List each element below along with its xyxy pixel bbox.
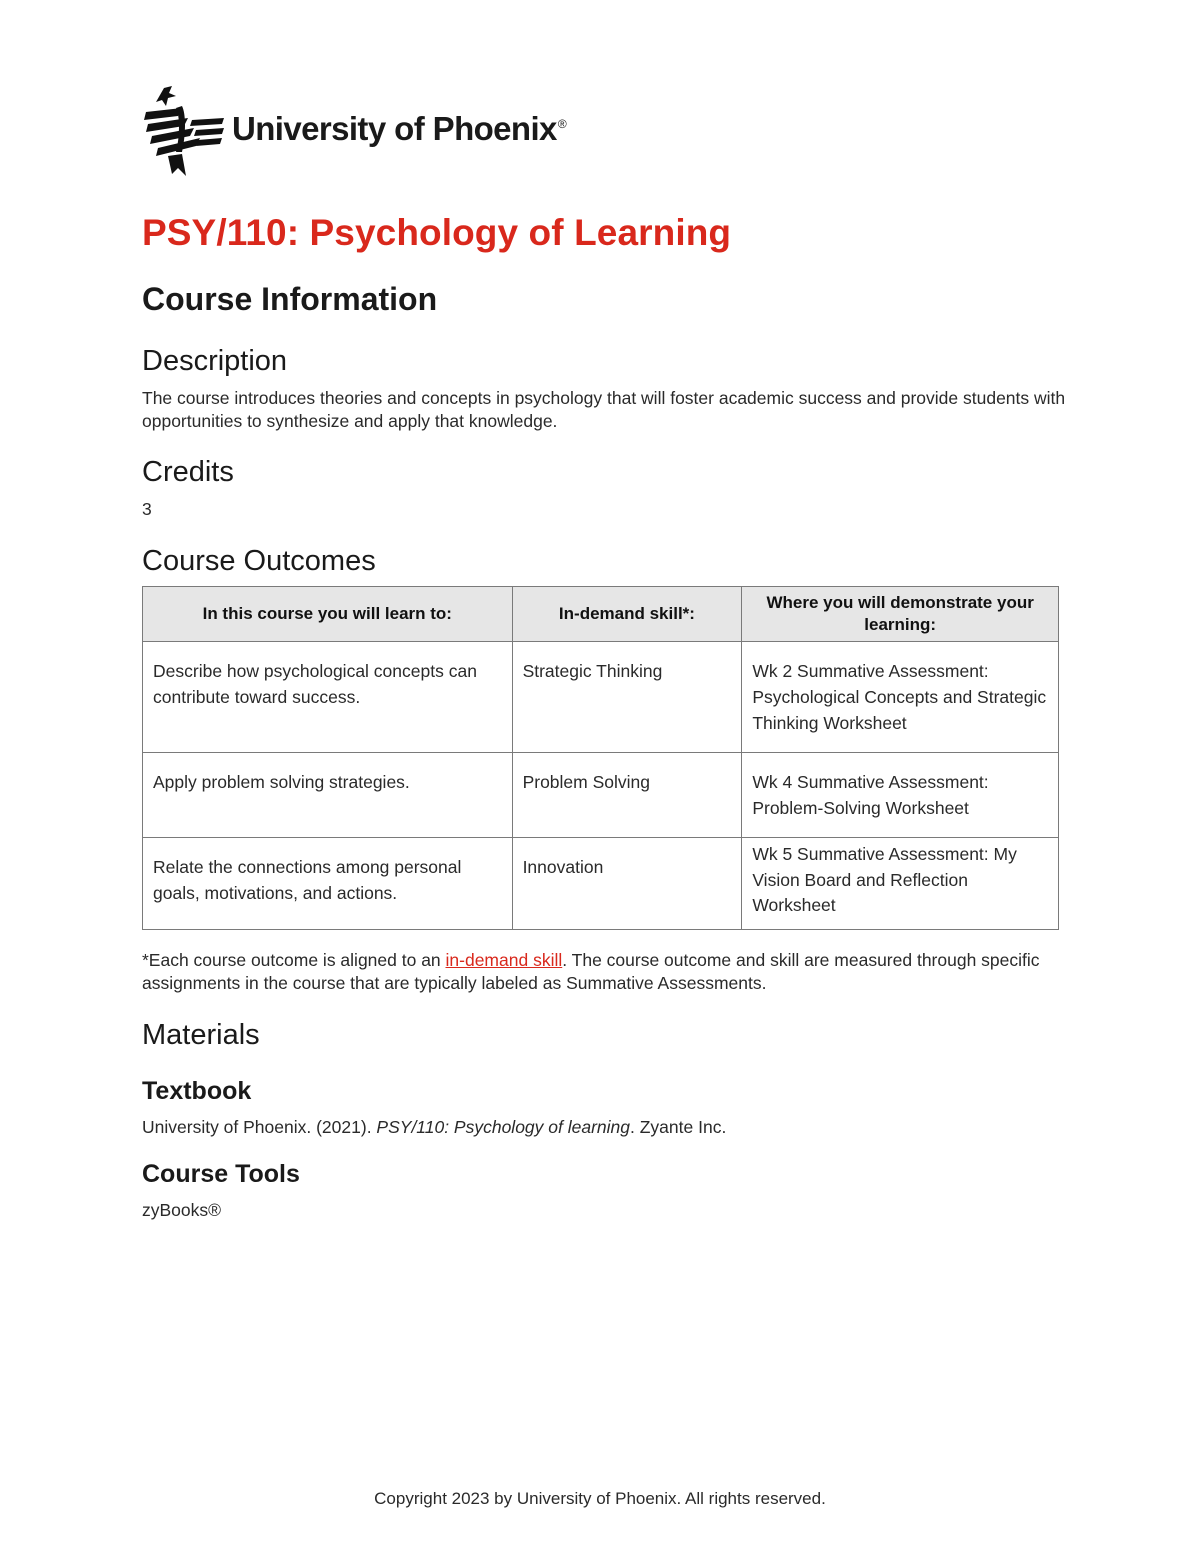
column-header-learn: In this course you will learn to: bbox=[143, 587, 513, 642]
logo-wordmark: University of Phoenix® bbox=[232, 110, 567, 147]
table-row bbox=[143, 838, 1059, 930]
outcome-where-cell: Wk 4 Summative Assessment: Problem-Solving Worksheet bbox=[742, 753, 1059, 838]
copyright-footer: Copyright 2023 by University of Phoenix. All rights reserved. bbox=[374, 1489, 826, 1508]
outcome-learn-cell: Relate the connections among personal goals, motivations, and actions. bbox=[143, 838, 513, 930]
course-outcomes-table bbox=[142, 586, 1059, 930]
course-title: PSY/110: Psychology of Learning bbox=[142, 212, 732, 253]
table-header-row bbox=[143, 587, 1059, 642]
course-tools-value: zyBooks® bbox=[142, 1200, 222, 1220]
course-information-heading: Course Information bbox=[142, 281, 438, 317]
column-header-where: Where you will demonstrate your learning: bbox=[742, 587, 1059, 642]
table-row bbox=[143, 642, 1059, 753]
in-demand-skill-link[interactable]: in-demand skill bbox=[445, 950, 563, 970]
credits-value: 3 bbox=[142, 499, 152, 519]
phoenix-bird-icon bbox=[142, 84, 224, 178]
university-logo bbox=[142, 84, 566, 178]
table-row bbox=[143, 753, 1059, 838]
skill-alignment-note: *Each course outcome is aligned to an in-demand skill. The course outcome and skill are measured through specific assignments in the course that are typically labeled as Summative Assessments. bbox=[142, 950, 1040, 993]
textbook-citation: University of Phoenix. (2021). PSY/110: Psychology of learning. Zyante Inc. bbox=[142, 1117, 727, 1137]
outcome-learn-cell: Describe how psychological concepts can contribute toward success. bbox=[143, 642, 513, 753]
course-tools-heading: Course Tools bbox=[142, 1160, 300, 1188]
course-outcomes-heading: Course Outcomes bbox=[142, 545, 376, 577]
textbook-title: PSY/110: Psychology of learning bbox=[376, 1117, 631, 1137]
materials-heading: Materials bbox=[142, 1019, 260, 1051]
outcome-where-cell: Wk 5 Summative Assessment: My Vision Board and Reflection Worksheet bbox=[742, 838, 1059, 930]
description-text: The course introduces theories and concepts in psychology that will foster academic success and provide students with opportunities to synthesize and apply that knowledge. bbox=[142, 388, 1066, 431]
outcome-skill-cell: Problem Solving bbox=[512, 753, 742, 838]
outcome-where-cell: Wk 2 Summative Assessment: Psychological Concepts and Strategic Thinking Worksheet bbox=[742, 642, 1059, 753]
credits-heading: Credits bbox=[142, 456, 234, 488]
outcome-skill-cell: Strategic Thinking bbox=[512, 642, 742, 753]
textbook-heading: Textbook bbox=[142, 1077, 252, 1105]
outcome-skill-cell: Innovation bbox=[512, 838, 742, 930]
description-heading: Description bbox=[142, 345, 288, 377]
outcome-learn-cell: Apply problem solving strategies. bbox=[143, 753, 513, 838]
column-header-skill: In-demand skill*: bbox=[512, 587, 742, 642]
